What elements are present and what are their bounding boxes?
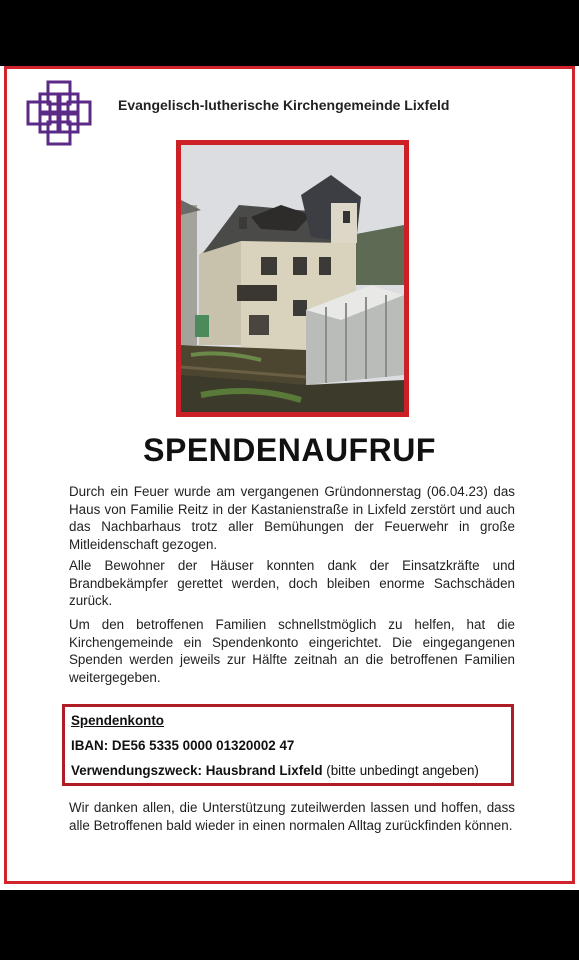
donation-account-box xyxy=(62,704,514,786)
paragraph-rescue: Alle Bewohner der Häuser konnten dank der Einsatzkräfte und Brandbekämpfer gerettet werden, doch bleiben enorme Sachschäden zurück. xyxy=(69,558,515,608)
account-purpose xyxy=(71,763,479,778)
purpose-label: Verwendungszweck: Hausbrand Lixfeld xyxy=(71,763,323,778)
burned-house-photo xyxy=(181,145,404,412)
paragraph-fire: Durch ein Feuer wurde am vergangenen Gründonnerstag (06.04.23) das Haus von Familie Reitz in der Kastanienstraße in Lixfeld zerstört und auch das Nachbarhaus trotz aller Bemühungen der Feuerwehr in große Mitleidenschaft gezogen. xyxy=(69,484,515,552)
account-title: Spendenkonto xyxy=(71,713,164,728)
closing-paragraph: Wir danken allen, die Unterstützung zuteilwerden lassen und hoffen, dass alle Betroffenen bald wieder in einen normalen Alltag zurückfinden können. xyxy=(69,800,515,833)
donation-poster xyxy=(0,66,579,890)
headline: SPENDENAUFRUF xyxy=(143,432,436,468)
purpose-note: (bitte unbedingt angeben) xyxy=(322,763,479,778)
account-iban[interactable]: IBAN: DE56 5335 0000 01320002 47 xyxy=(71,738,295,753)
house-photo xyxy=(176,140,409,417)
church-cross-logo-icon xyxy=(26,80,92,146)
organization-name: Evangelisch-lutherische Kirchengemeinde Lixfeld xyxy=(118,97,450,113)
paragraph-donation: Um den betroffenen Familien schnellstmöglich zu helfen, hat die Kirchengemeinde ein Spendenkonto eingerichtet. Die eingegangenen Spenden werden jeweils zur Hälfte zeitnah an die betroffenen Familien weitergegeben. xyxy=(69,617,515,685)
